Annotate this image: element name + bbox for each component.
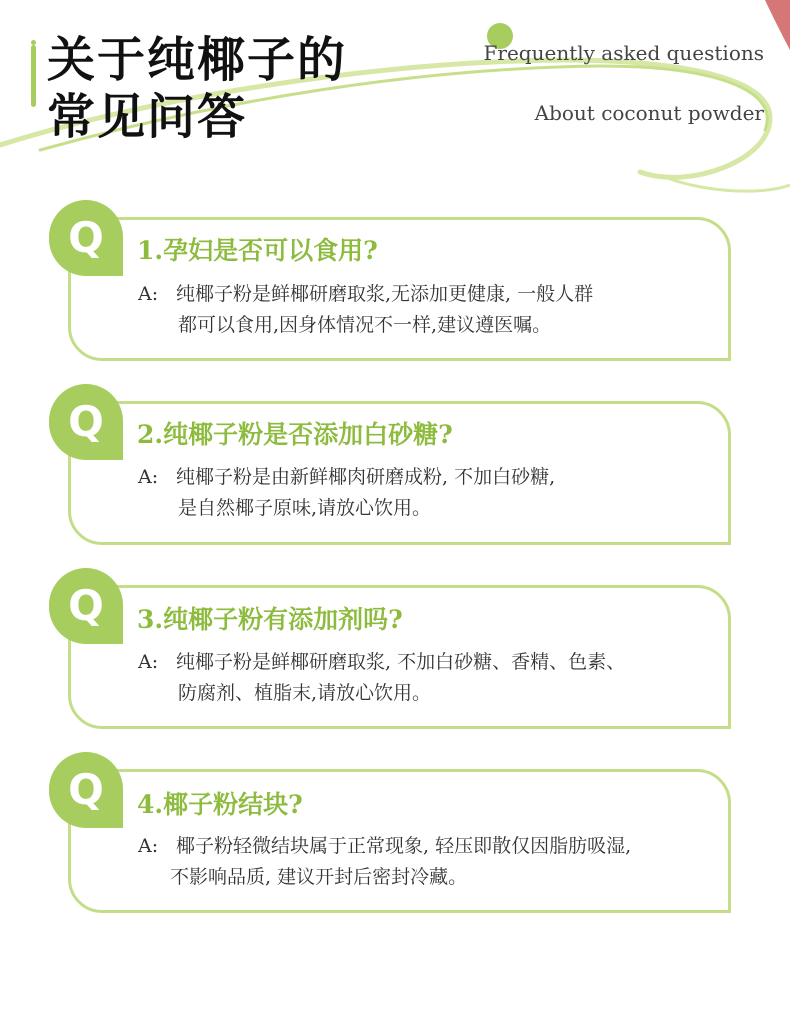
answer-prefix: A: (138, 651, 159, 673)
answer-line-1: 纯椰子粉是鲜椰研磨取浆, 不加白砂糖、香精、色素、 (176, 651, 626, 673)
subtitle-faq-en: Frequently asked questions (483, 41, 764, 65)
faq-question-3: 3.纯椰子粉有添加剂吗? (137, 605, 403, 634)
answer-prefix: A: (138, 283, 159, 305)
faq-answer-4 (138, 831, 718, 893)
faq-question-2: 2.纯椰子粉是否添加白砂糖? (137, 420, 453, 449)
faq-answer-2 (138, 462, 718, 524)
faq-answer-3 (138, 647, 718, 709)
q-badge-icon: Q (49, 568, 123, 644)
page-title (47, 32, 347, 146)
answer-line-2: 不影响品质, 建议开封后密封冷藏。 (170, 866, 468, 888)
answer-line-1: 纯椰子粉是鲜椰研磨取浆,无添加更健康, 一般人群 (176, 283, 594, 305)
title-accent-bar (31, 45, 36, 107)
answer-line-2: 是自然椰子原味,请放心饮用。 (178, 497, 432, 519)
answer-prefix: A: (138, 835, 159, 857)
title-line-1: 关于纯椰子的 (47, 32, 348, 88)
answer-line-2: 防腐剂、植脂末,请放心饮用。 (178, 682, 432, 704)
q-badge-icon: Q (49, 384, 123, 460)
answer-line-1: 纯椰子粉是由新鲜椰肉研磨成粉, 不加白砂糖, (176, 466, 556, 488)
title-line-2: 常见问答 (47, 89, 248, 145)
q-badge-icon: Q (49, 752, 123, 828)
subtitle-coconut-en: About coconut powder (534, 101, 764, 125)
faq-answer-1 (138, 279, 718, 341)
faq-question-1: 1.孕妇是否可以食用? (137, 236, 378, 265)
q-badge-icon: Q (49, 200, 123, 276)
answer-prefix: A: (138, 466, 159, 488)
faq-question-4: 4.椰子粉结块? (137, 790, 303, 819)
answer-line-1: 椰子粉轻微结块属于正常现象, 轻压即散仅因脂肪吸湿, (176, 835, 632, 857)
corner-fruit-decor (765, 0, 790, 50)
answer-line-2: 都可以食用,因身体情况不一样,建议遵医嘱。 (178, 314, 552, 336)
